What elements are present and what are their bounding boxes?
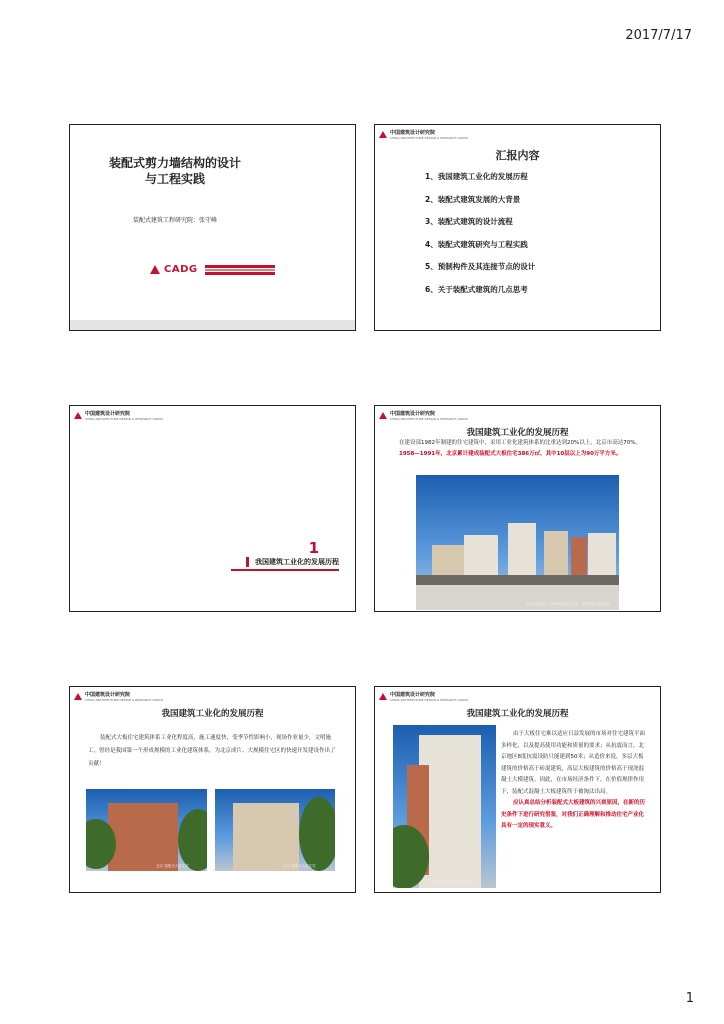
slide-body-text	[501, 729, 647, 833]
agenda-item: 4、装配式建筑研究与工程实践	[425, 239, 528, 249]
agenda-title: 汇报内容	[495, 149, 540, 162]
slide-3-section	[69, 405, 356, 612]
body-text-normal: 由于大板住宅难以适应日益发展的市场对住宅建筑平面多样化，以及提高使用功能和质量的要求；从抗震而言，北京地区8度抗震设防只能建到50米；从造价来说，多层大板建筑的价格高于砖混建筑，高层大板建筑的价格高于现浇混凝土大模建筑。因此，在市场经济条件下，在价值规律作用下，装配式混凝土大板建筑终于被淘汰出局。	[501, 731, 646, 795]
photo-caption: 北京 装配式大板住宅	[156, 864, 189, 868]
presentation-title	[70, 155, 280, 187]
brand-header	[379, 691, 468, 702]
section-label: 我国建筑工业化的发展历程	[246, 557, 339, 567]
brand-subname: CHINA ARCHITECTURE DESIGN & RESEARCH GROUP	[390, 698, 469, 702]
slide-5-history	[69, 686, 356, 893]
brand-header	[74, 410, 163, 421]
brand-logo-icon	[379, 693, 387, 700]
slide-body-text: 装配式大板住宅建筑体系工业化程度高，施工速度快，受季节性影响小，现场作业量少，文明施工，曾经是我国第一个形成规模的工业化建筑体系，为北京成片、大规模住宅区的快速开发建设作出了贡献！	[88, 735, 336, 767]
slide-title: 我国建筑工业化的发展历程	[466, 428, 569, 438]
panel-housing-photo-right	[215, 789, 335, 871]
agenda-item: 6、关于装配式建筑的几点思考	[425, 284, 528, 294]
brand-subname: CHINA ARCHITECTURE DESIGN & RESEARCH GROUP	[390, 136, 469, 140]
brand-header	[379, 410, 468, 421]
slide-2-agenda	[374, 124, 661, 331]
brand-subname: CHINA ARCHITECTURE DESIGN & RESEARCH GROUP	[85, 698, 164, 702]
panel-housing-photo-left	[86, 789, 207, 871]
brand-subname: CHINA ARCHITECTURE DESIGN & RESEARCH GROUP	[85, 417, 164, 421]
brand-logo-icon	[379, 412, 387, 419]
beijing-panel-buildings-photo	[416, 475, 619, 610]
slide-body-text	[399, 438, 644, 459]
brand-header	[379, 129, 468, 140]
slide-title: 我国建筑工业化的发展历程	[466, 709, 569, 719]
brand-logo-icon	[74, 412, 82, 419]
photo-caption: 图二十 1980年北京大板住宅	[431, 880, 477, 884]
agenda-item: 2、装配式建筑发展的大背景	[425, 194, 521, 204]
print-date: 2017/7/17	[625, 28, 692, 43]
cadg-logo	[150, 264, 275, 275]
slide-title: 我国建筑工业化的发展历程	[161, 709, 264, 719]
slide-1-title	[69, 124, 356, 331]
logo-wordmark	[205, 265, 275, 275]
logo-triangle-icon	[150, 265, 160, 274]
slide-6-history	[374, 686, 661, 893]
brand-name: 中国建筑设计研究院	[390, 130, 436, 136]
body-text-highlight: 应认真总结分析装配式大板建筑的兴衰原因，在新的历史条件下进行研究借鉴，对我们正确理解和推动住宅产业化具有一定的现实意义。	[501, 800, 646, 829]
brand-name: 中国建筑设计研究院	[390, 411, 436, 417]
brand-logo-icon	[74, 693, 82, 700]
agenda-item: 5、预制构件及其连接节点的设计	[425, 262, 536, 271]
agenda-item: 3、装配式建筑的设计流程	[425, 217, 513, 226]
agenda-item: 1、我国建筑工业化的发展历程	[425, 172, 528, 181]
photo-caption: 北京大板住宅 1976年建成住宅楼，预制外墙大板建筑	[526, 602, 610, 606]
title-line-1: 装配式剪力墙结构的设计	[108, 156, 241, 170]
slide-footer-bar	[70, 320, 355, 330]
body-text-normal: 在建设部1982年制建的住宅建筑中，采用工业化建筑体系的比重达到20%以上，北京市高达70%。	[399, 440, 641, 446]
photo-caption: 北京 装配式大板住宅	[283, 864, 316, 868]
body-text-highlight: 1958—1991年，北京累计建成装配式大板住宅386万㎡，其中10层以上为90万平方米。	[399, 450, 622, 457]
agenda-list	[425, 170, 535, 305]
brand-header	[74, 691, 163, 702]
high-rise-panel-building-photo	[393, 725, 496, 888]
brand-name: 中国建筑设计研究院	[85, 411, 131, 417]
brand-subname: CHINA ARCHITECTURE DESIGN & RESEARCH GROUP	[390, 417, 469, 421]
section-underline	[231, 569, 339, 571]
page-number: 1	[685, 991, 694, 1006]
presenter-subtitle: 装配式建筑工程研究院：张守峰	[132, 217, 217, 224]
brand-name: 中国建筑设计研究院	[85, 692, 131, 698]
title-line-2: 与工程实践	[144, 172, 205, 186]
logo-text: CADG	[164, 264, 198, 275]
slide-4-history	[374, 405, 661, 612]
brand-name: 中国建筑设计研究院	[390, 692, 436, 698]
brand-logo-icon	[379, 131, 387, 138]
section-number: 1	[308, 539, 319, 557]
